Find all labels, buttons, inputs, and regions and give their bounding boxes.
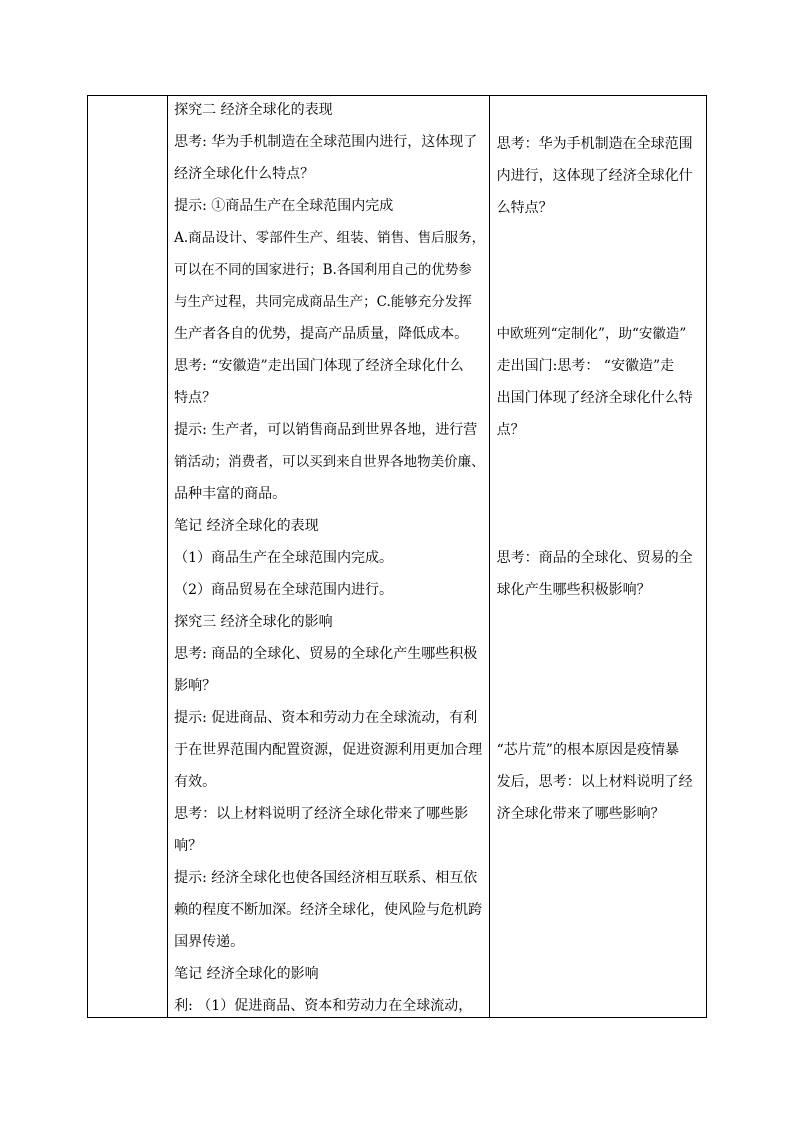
text-line: “芯片荒”的根本原因是疫情暴 [496,742,679,758]
text-line: 经济全球化什么特点？ [174,166,315,182]
text-line: 球化产生哪些积极影响？ [496,582,651,598]
text-line: 提示: 经济全球化也使各国经济相互联系、相互依 [174,870,478,886]
text-line: 品种丰富的商品。 [174,486,287,502]
text-line: A.商品设计、零部件生产、组装、销售、售后服务， [174,230,486,246]
text-line: 中欧班列“定制化”，助“安徽造” [496,326,687,342]
text-line: 响？ [174,838,203,854]
text-line: 探究三 经济全球化的影响 [174,614,333,630]
text-line: 探究二 经济全球化的表现 [174,102,333,118]
text-line: 思考：商品的全球化、贸易的全 [496,550,693,566]
text-line: （2）商品贸易在全球范围内进行。 [174,582,394,598]
text-line: 利: （1）促进商品、资本和劳动力在全球流动， [174,998,473,1014]
text-line: 思考: 商品的全球化、贸易的全球化产生哪些积极 [174,646,478,662]
text-line: 提示: 促进商品、资本和劳动力在全球流动，有利 [174,710,478,726]
text-line: （1）商品生产在全球范围内完成。 [174,550,394,566]
text-line: 思考: 华为手机制造在全球范围内进行，这体现了 [174,134,478,150]
text-line: 生产者各自的优势，提高产品质量，降低成本。 [174,326,469,342]
text-line: 笔记 经济全球化的影响 [174,966,319,982]
text-line: 销活动；消费者，可以买到来自世界各地物美价廉、 [174,454,485,470]
text-line: 笔记 经济全球化的表现 [174,518,319,534]
text-line: 提示: ①商品生产在全球范围内完成 [174,198,394,214]
table-row [88,96,707,1018]
student-activity-content [490,96,706,1017]
text-line: 思考: “安徽造”走出国门体现了经济全球化什么 [174,358,464,374]
text-line: 思考：华为手机制造在全球范围 [496,136,693,152]
text-line: 出国门体现了经济全球化什么特 [496,390,693,406]
left-column-content [88,96,167,1017]
text-line: 于在世界范围内配置资源，促进资源利用更加合理 [174,742,483,758]
text-line: 发后，思考：以上材料说明了经 [496,774,693,790]
text-line: 有效。 [174,774,217,790]
text-line: 点？ [496,422,525,438]
text-line: 思考：以上材料说明了经济全球化带来了哪些影 [174,806,469,822]
text-line: 走出国门:思考： “安徽造”走 [496,358,675,374]
text-line: 么特点？ [496,200,553,216]
text-line: 影响？ [174,678,217,694]
text-line: 赖的程度不断加深。经济全球化，使风险与危机跨 [174,902,483,918]
left-column-cell [88,96,168,1018]
text-line: 特点？ [174,390,217,406]
text-line: 与生产过程，共同完成商品生产；C.能够充分发挥 [174,294,472,310]
teaching-content-cell [168,96,490,1018]
text-line: 国界传递。 [174,934,245,950]
text-line: 济全球化带来了哪些影响？ [496,806,665,822]
lesson-plan-table [87,95,707,1018]
text-line: 可以在不同的国家进行；B.各国利用自己的优势参 [174,262,472,278]
text-line: 提示: 生产者，可以销售商品到世界各地，进行营 [174,422,478,438]
student-activity-cell [489,96,706,1018]
text-line: 内进行，这体现了经济全球化什 [496,168,693,184]
teaching-content [168,96,489,1017]
